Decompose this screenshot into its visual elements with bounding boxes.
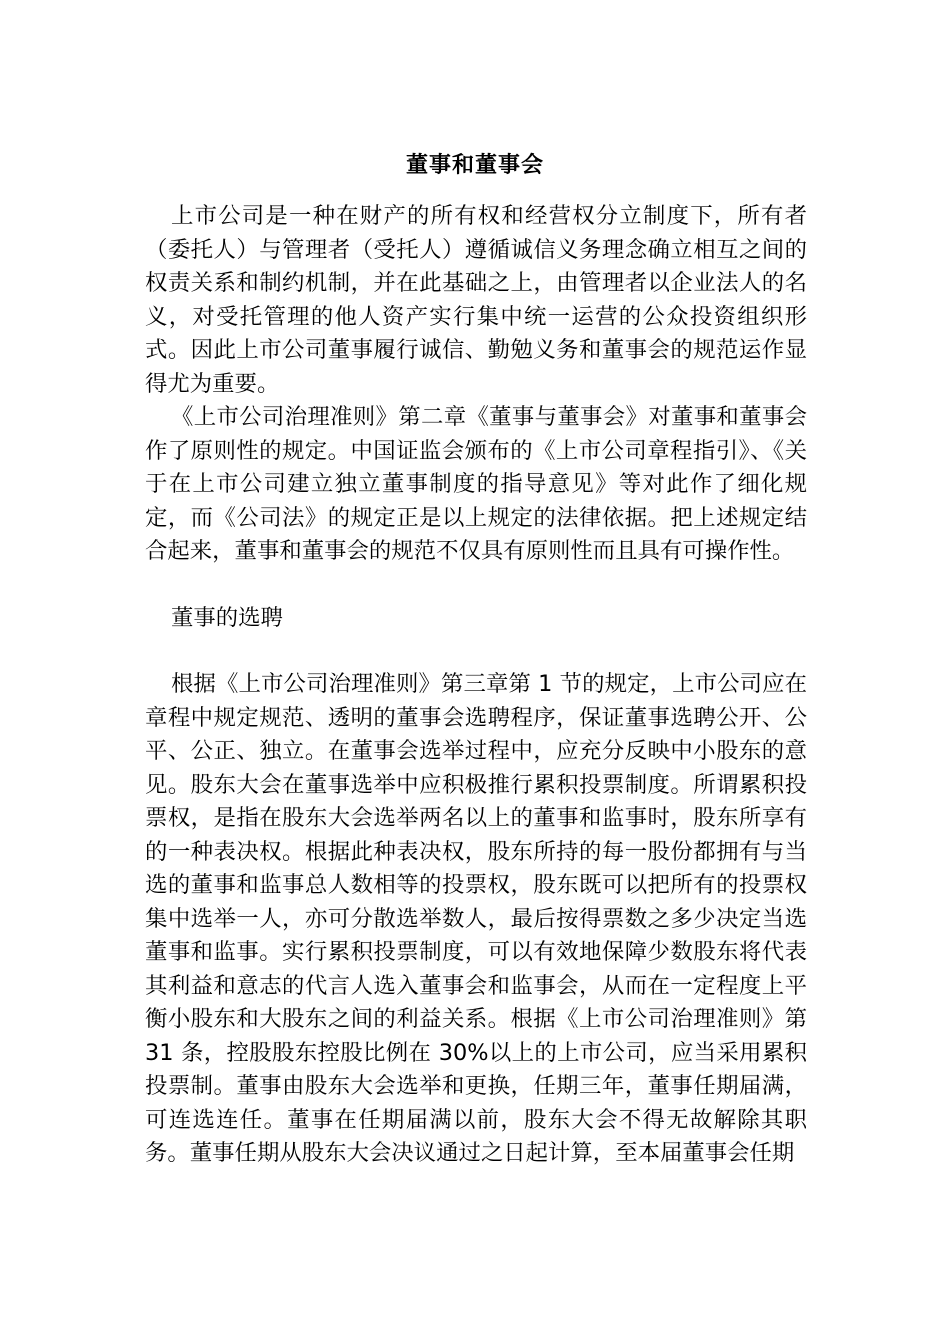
paragraph-director-selection: 根据《上市公司治理准则》第三章第 1 节的规定，上市公司应在章程中规定规范、透明的董事会选聘程序，保证董事选聘公开、公平、公正、独立。在董事会选举过程中，应充分反映中小股东的意见。股东大会在董事选举中应积极推行累积投票制度。所谓累积投票权，是指在股东大会选举两名以上的董事和监事时，股东所享有的一种表决权。根据此种表决权，股东所持的每一股份都拥有与当选的董事和监事总人数相等的投票权，股东既可以把所有的投票权集中选举一人，亦可分散选举数人，最后按得票数之多少决定当选董事和监事。实行累积投票制度，可以有效地保障少数股东将代表其利益和意志的代言人选入董事会和监事会，从而在一定程度上平衡小股东和大股东之间的利益关系。根据《上市公司治理准则》第 31 条，控股股东控股比例在 30%以上的上市公司，应当采用累积投票制。董事由股东大会选举和更换，任期三年，董事任期届满，可连选连任。董事在任期届满以前，股东大会不得无故解除其职务。董事任期从股东大会决议通过之日起计算，至本届董事会任期	[145, 671, 807, 1166]
spacer	[145, 569, 807, 602]
document-title: 董事和董事会	[405, 153, 544, 178]
paragraph-intro: 上市公司是一种在财产的所有权和经营权分立制度下，所有者（委托人）与管理者（受托人）遵循诚信义务理念确立相互之间的权责关系和制约机制，并在此基础之上，由管理者以企业法人的名义，对受托管理的他人资产实行集中统一运营的公众投资组织形式。因此上市公司董事履行诚信、勤勉义务和董事会的规范运作显得尤为重要。	[145, 203, 807, 397]
section-heading: 董事的选聘	[171, 604, 283, 631]
document-body	[145, 200, 807, 1171]
spacer	[145, 635, 807, 668]
paragraph-guidelines: 《上市公司治理准则》第二章《董事与董事会》对董事和董事会作了原则性的规定。中国证监会颁布的《上市公司章程指引》、《关于在上市公司建立独立董事制度的指导意见》等对此作了细化规定，而《公司法》的规定正是以上规定的法律依据。把上述规定结合起来，董事和董事会的规范不仅具有原则性而且具有可操作性。	[145, 404, 807, 564]
